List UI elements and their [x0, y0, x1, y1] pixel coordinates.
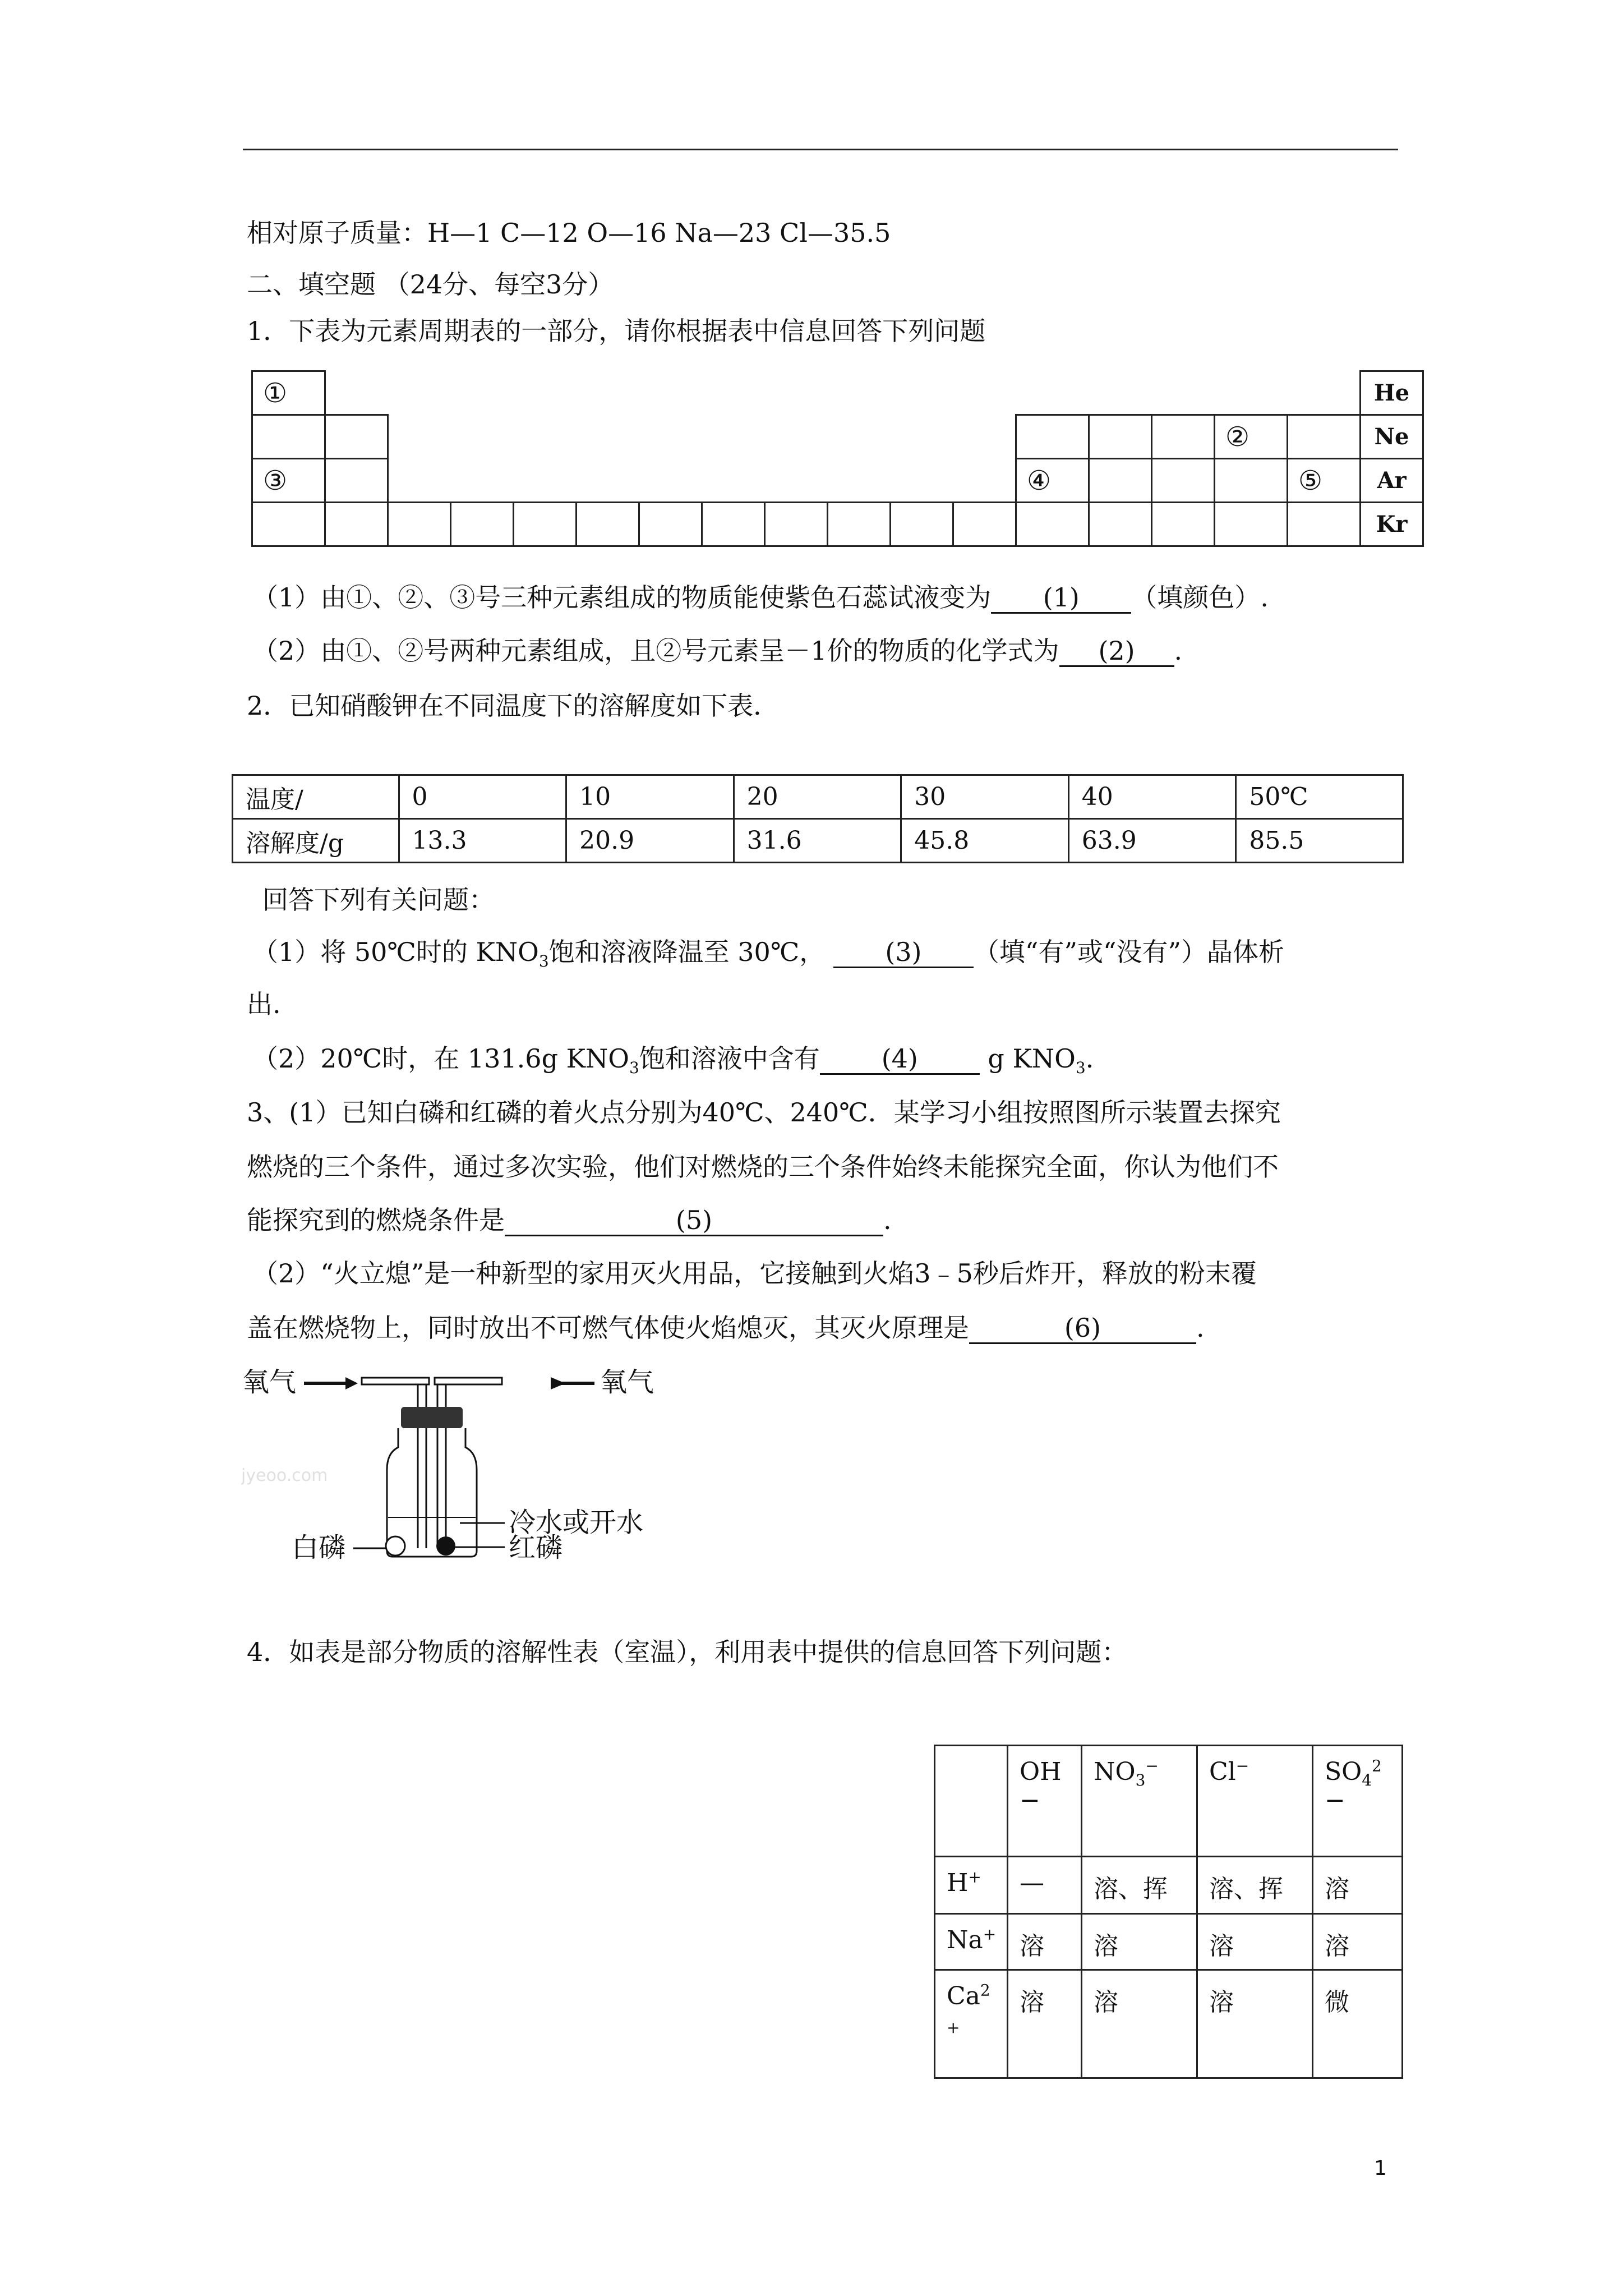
answer-blank-5[interactable]: (5) [505, 1205, 883, 1236]
q1-sub1: （1）由①、②、③号三种元素组成的物质能使紫色石蕊试液变为 (1) （填颜色）. [252, 582, 1269, 613]
marker-2: ② [1215, 415, 1288, 459]
atomic-mass-line: 相对原子质量：H—1 C—12 O—16 Na—23 Cl—35.5 [247, 218, 891, 248]
table-row: H+ — 溶、挥 溶、挥 溶 [935, 1857, 1403, 1914]
element-ar: Ar [1361, 459, 1423, 503]
white-phosphorus [386, 1536, 405, 1556]
marker-4: ④ [1016, 459, 1089, 503]
q2-intro: 回答下列有关问题： [262, 885, 495, 915]
table-header-row: OH − $NO_3^-$ Cl− $SO_4^2$ − [935, 1746, 1403, 1857]
inlet-tube-left [362, 1378, 429, 1384]
element-ne: Ne [1361, 415, 1423, 459]
q1-stem: 1．下表为元素周期表的一部分，请你根据表中信息回答下列问题 [247, 316, 986, 346]
water-label: 冷水或开水 [509, 1507, 644, 1538]
q4-stem: 4．如表是部分物质的溶解性表（室温），利用表中提供的信息回答下列问题： [247, 1637, 1128, 1667]
svg-text:jyeoo.com: jyeoo.com [241, 1466, 328, 1485]
q2-sub2: （2）20℃时，在 131.6g $KNO_3$饱和溶液中含有 (4) g $KNO_3$. [252, 1043, 1094, 1078]
q3-line3: 能探究到的燃烧条件是 (5) . [247, 1205, 892, 1235]
q1-sub2: （2）由①、②号两种元素组成，且②号元素呈－1价的物质的化学式为 (2) . [252, 636, 1183, 666]
table-row: 温度/ 0 10 20 30 40 50℃ [233, 775, 1403, 819]
rubber-stopper [401, 1407, 463, 1428]
arrow-left-head [345, 1377, 358, 1389]
inlet-tube-right [435, 1378, 502, 1384]
section-title: 二、填空题 （24分、每空3分） [247, 269, 614, 300]
q3-line4: （2）“火立熄”是一种新型的家用灭火用品，它接触到火焰3﹣5秒后炸开，释放的粉末覆 [252, 1258, 1257, 1289]
q2-sub1-cont: 出. [247, 989, 281, 1019]
answer-blank-2[interactable]: (2) [1059, 636, 1174, 667]
page-number: 1 [1374, 2157, 1387, 2180]
answer-blank-3[interactable]: (3) [833, 937, 974, 968]
kno3-solubility-table [232, 774, 1404, 863]
q2-stem: 2．已知硝酸钾在不同温度下的溶解度如下表． [247, 691, 780, 721]
table-row: Na+ 溶 溶 溶 溶 [935, 1914, 1403, 1970]
answer-blank-6[interactable]: (6) [969, 1313, 1196, 1344]
marker-3: ③ [252, 459, 325, 503]
element-he: He [1361, 371, 1423, 415]
q3-line1: 3、(1）已知白磷和红磷的着火点分别为40℃、240℃．某学习小组按照图所示装置去探究 [247, 1097, 1281, 1128]
q3-line2: 燃烧的三个条件，通过多次实验，他们对燃烧的三个条件始终未能探究全面，你认为他们不 [247, 1152, 1279, 1182]
combustion-apparatus-diagram [241, 1363, 679, 1571]
q3-line5: 盖在燃烧物上，同时放出不可燃气体使火焰熄灭，其灭火原理是 (6) . [247, 1313, 1205, 1343]
red-phosphorus [436, 1536, 455, 1556]
periodic-table-fragment [251, 370, 1424, 547]
table-row: $Ca^2$ + 溶 溶 溶 微 [935, 1970, 1403, 2078]
red-phosphorus-label: 红磷 [509, 1532, 563, 1563]
element-kr: Kr [1361, 503, 1423, 546]
oxygen-left-label: 氧气 [242, 1366, 297, 1398]
solubility-table [934, 1745, 1403, 2079]
header-rule [243, 149, 1398, 150]
q2-sub1: （1）将 50℃时的 $KNO_3$饱和溶液降温至 30℃， (3) （填“有”或“没有”）晶体析 [252, 937, 1284, 971]
white-phosphorus-label: 白磷 [292, 1532, 346, 1563]
marker-1: ① [252, 371, 325, 415]
oxygen-right-label: 氧气 [600, 1366, 654, 1398]
marker-5: ⑤ [1288, 459, 1361, 503]
answer-blank-4[interactable]: (4) [820, 1044, 980, 1075]
table-row: 溶解度/g 13.3 20.9 31.6 45.8 63.9 85.5 [233, 819, 1403, 863]
answer-blank-1[interactable]: (1) [991, 583, 1131, 614]
